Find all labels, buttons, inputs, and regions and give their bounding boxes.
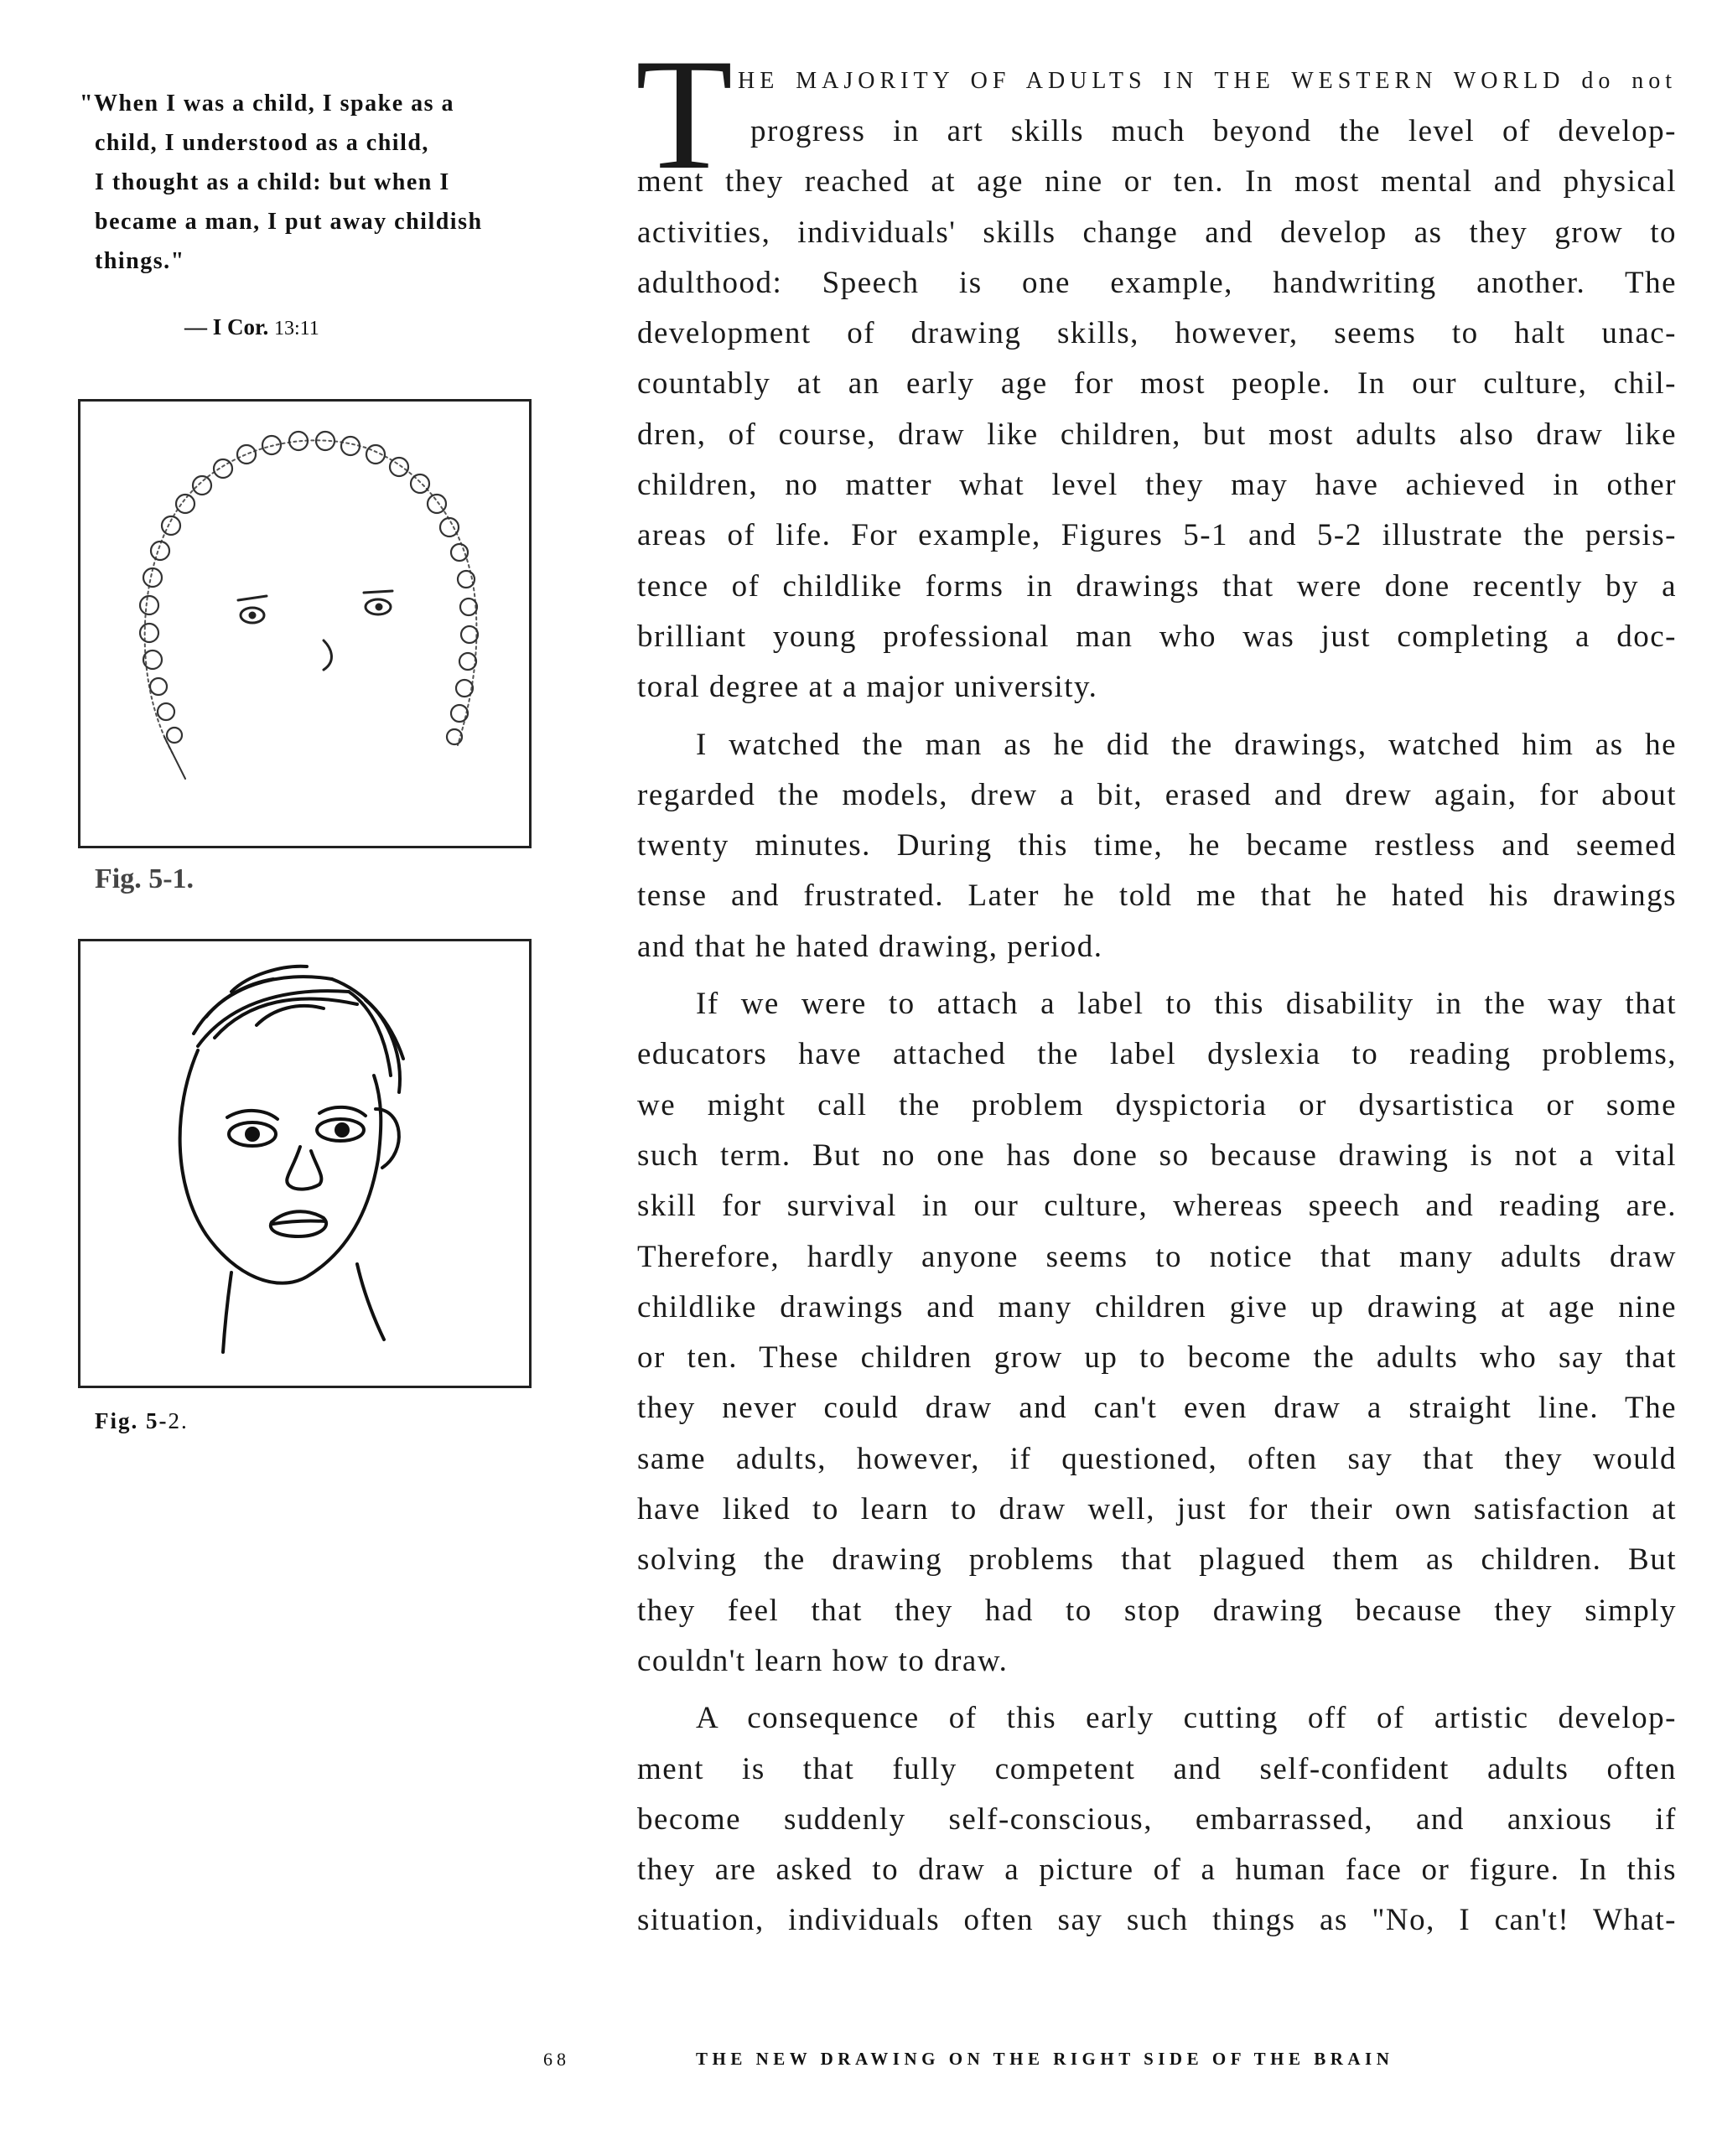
body-line: we might call the problem dyspictoria or dysartistica or some	[637, 1087, 1677, 1122]
body-line: children, no matter what level they may have achieved in other	[637, 468, 1677, 503]
body-line: situation, individuals often say such things as "No, I can't! What-	[637, 1903, 1677, 1938]
body-line: areas of life. For example, Figures 5-1 and 5-2 illustrate the persis-	[637, 518, 1677, 553]
body-line: activities, individuals' skills change and develop as they grow to	[637, 215, 1677, 250]
body-line: childlike drawings and many children give up drawing at age nine	[637, 1289, 1677, 1324]
body-line: educators have attached the label dyslexia to reading problems,	[637, 1037, 1677, 1072]
body-line: have liked to learn to draw well, just for their own satisfaction at	[637, 1492, 1677, 1527]
body-line: become suddenly self-conscious, embarrassed, and anxious if	[637, 1801, 1677, 1837]
body-line: HE MAJORITY OF ADULTS IN THE WESTERN WORLD do not	[738, 68, 1677, 94]
epigraph-line: child, I understood as a child,	[95, 130, 429, 156]
body-line: they feel that they had to stop drawing because they simply	[637, 1593, 1677, 1628]
body-line: twenty minutes. During this time, he became restless and seemed	[637, 828, 1677, 863]
childlike-face-drawing-1	[80, 402, 529, 846]
figure-caption-5-2	[95, 1408, 189, 1434]
body-line: same adults, however, if questioned, often say that they would	[637, 1441, 1677, 1476]
drop-cap: T	[635, 27, 734, 203]
body-line: they never could draw and can't even draw a straight line. The	[637, 1391, 1677, 1426]
epigraph-line: became a man, I put away childish	[95, 209, 483, 235]
body-line: they are asked to draw a picture of a human face or figure. In this	[637, 1853, 1677, 1888]
body-line: ment is that fully competent and self-confident adults often	[637, 1751, 1677, 1786]
body-line: If we were to attach a label to this disability in the way that	[696, 987, 1677, 1022]
body-line: and that he hated drawing, period.	[637, 929, 1103, 964]
epigraph-line: "When I was a child, I spake as a	[80, 91, 455, 117]
running-head: THE NEW DRAWING ON THE RIGHT SIDE OF THE BRAIN	[696, 2049, 1394, 2069]
figure-5-2	[78, 939, 532, 1388]
body-line: I watched the man as he did the drawings, watched him as he	[696, 727, 1677, 762]
figure-caption-5-1: Fig. 5-1.	[95, 863, 195, 894]
body-line: development of drawing skills, however, seems to halt unac-	[637, 316, 1677, 351]
sidebar	[80, 84, 583, 339]
body-line: couldn't learn how to draw.	[637, 1643, 1009, 1678]
body-line: A consequence of this early cutting off of artistic develop-	[696, 1701, 1677, 1736]
body-line: or ten. These children grow up to become the adults who say that	[637, 1340, 1677, 1376]
body-line: regarded the models, drew a bit, erased and drew again, for about	[637, 777, 1677, 812]
body-line: progress in art skills much beyond the level of develop-	[750, 114, 1677, 148]
body-line: countably at an early age for most people. In our culture, chil-	[637, 366, 1677, 402]
attribution-verse: 13:11	[274, 318, 319, 339]
body-lines	[635, 27, 1677, 1946]
figure-5-1	[78, 399, 532, 848]
body-line: ment they reached at age nine or ten. In most mental and physical	[637, 164, 1677, 200]
body-line: tence of childlike forms in drawings that were done recently by a	[637, 568, 1677, 604]
body-line: adulthood: Speech is one example, handwriting another. The	[637, 265, 1677, 300]
body-line: solving the drawing problems that plagued them as children. But	[637, 1542, 1677, 1578]
epigraph-attribution	[184, 314, 319, 340]
body-line: brilliant young professional man who was just completing a doc-	[637, 619, 1677, 654]
body-line: Therefore, hardly anyone seems to notice that many adults draw	[637, 1239, 1677, 1274]
body-line: skill for survival in our culture, whereas speech and reading are.	[637, 1189, 1677, 1224]
childlike-face-drawing-2	[80, 941, 529, 1386]
epigraph	[80, 84, 583, 281]
body-line: dren, of course, draw like children, but most adults also draw like	[637, 417, 1677, 452]
page-number: 68	[543, 2049, 570, 2070]
caption-label: Fig. 5-	[95, 1408, 169, 1433]
body-line: toral degree at a major university.	[637, 670, 1098, 705]
epigraph-line: things."	[95, 248, 185, 274]
body-line: such term. But no one has done so because drawing is not a vital	[637, 1138, 1677, 1173]
body-line: tense and frustrated. Later he told me that he hated his drawings	[637, 878, 1677, 914]
caption-number: 2.	[168, 1408, 189, 1433]
body-text	[635, 27, 1677, 1946]
attribution-book: — I Cor.	[184, 314, 269, 339]
epigraph-line: I thought as a child: but when I	[95, 169, 450, 195]
